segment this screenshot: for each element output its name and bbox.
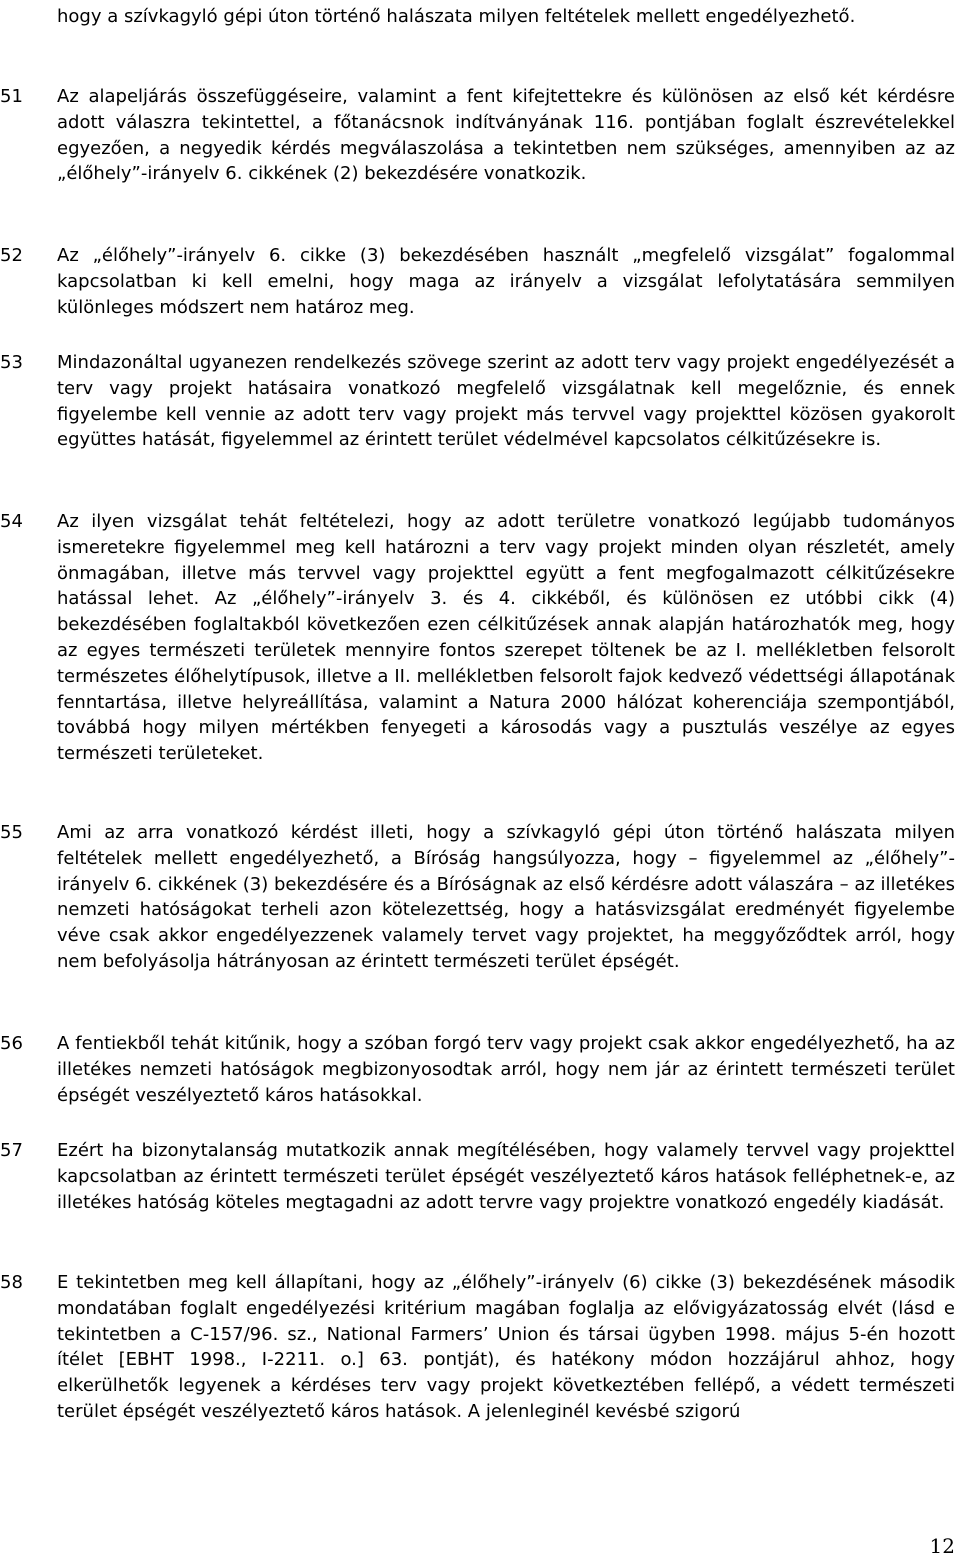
- paragraph-number-55: 55: [0, 822, 23, 843]
- page-number: 12: [929, 1534, 955, 1558]
- paragraph-52: Az „élőhely”-irányelv 6. cikke (3) bekezdésében használt „megfelelő vizsgálat” fogalommal kapcsolatban ki kell emelni, hogy maga az irányelv a vizsgálat lefolytatására semmilyen különleges módszert nem határoz meg.: [57, 245, 955, 318]
- paragraph-number-54: 54: [0, 511, 23, 532]
- paragraph-number-52: 52: [0, 245, 23, 266]
- paragraph-number-56: 56: [0, 1033, 23, 1054]
- paragraph-56: A fentiekből tehát kitűnik, hogy a szóban forgó terv vagy projekt csak akkor engedélyezhető, ha az illetékes nemzeti hatóságok megbizonyosodtak arról, hogy nem jár az érintett természeti terület épségét veszélyeztető káros hatásokkal.: [57, 1033, 955, 1106]
- paragraph-53: Mindazonáltal ugyanezen rendelkezés szövege szerint az adott terv vagy projekt engedélyezését a terv vagy projekt hatásaira vonatkozó megfelelő vizsgálatnak kell megelőznie, és ennek figyelembe kell vennie az adott terv vagy projekt más tervvel vagy projekttel közösen gyakorolt együttes hatását, figyelemmel az érintett terület védelmével kapcsolatos célkitűzésekre is.: [57, 352, 955, 451]
- paragraph-54: Az ilyen vizsgálat tehát feltételezi, hogy az adott területre vonatkozó legújabb tudományos ismeretekre figyelemmel meg kell határozni a terv vagy projekt minden olyan részletét, amely önmagában, illetve más tervvel vagy projekttel együtt a fent megfogalmazott célkitűzésekre hatással lehet. Az „élőhely”-irányelv 3. és 4. cikkéből, és különösen ez utóbbi cikk (4) bekezdésében foglaltakból következően ezen célkitűzések annak alapján határozhatók meg, hogy az egyes természeti területek mennyire fontos szerepet töltenek be az I. mellékletben felsorolt természetes élőhelytípusok, illetve a II. mellékletben felsorolt fajok kedvező védettségi állapotának fenntartása, illetve helyreállítása, valamint a Natura 2000 hálózat koherenciája szempontjából, továbbá hogy milyen mértékben fenyegeti a károsodás vagy a pusztulás veszélye az egyes természeti területeket.: [57, 511, 955, 765]
- paragraph-55: Ami az arra vonatkozó kérdést illeti, hogy a szívkagyló gépi úton történő halászata milyen feltételek mellett engedélyezhető, a Bíróság hangsúlyozza, hogy – figyelemmel az „élőhely”-irányelv 6. cikkének (3) bekezdésére és a Bíróságnak az első kérdésre adott válaszára – az illetékes nemzeti hatóságokat terheli azon kötelezettség, hogy a hatásvizsgálat eredményét figyelembe véve csak akkor engedélyezzenek valamely tervet vagy projektet, ha meggyőződtek arról, hogy nem befolyásolja hátrányosan az érintett természeti terület épségét.: [57, 822, 955, 972]
- paragraph-57: Ezért ha bizonytalanság mutatkozik annak megítélésében, hogy valamely tervvel vagy projekttel kapcsolatban az érintett természeti terület épségét veszélyeztető káros hatások felléphetnek-e, az illetékes hatóság köteles megtagadni az adott tervre vagy projektre vonatkozó engedély kiadását.: [57, 1140, 955, 1213]
- continuation-paragraph: hogy a szívkagyló gépi úton történő halászata milyen feltételek mellett engedélyezhető.: [57, 6, 856, 27]
- paragraph-58: E tekintetben meg kell állapítani, hogy az „élőhely”-irányelv (6) cikke (3) bekezdésének második mondatában foglalt engedélyezési kritérium magában foglalja az elővigyázatosság elvét (lásd e tekintetben a C-157/96. sz., National Farmers’ Union és társai ügyben 1998. május 5-én hozott ítélet [EBHT 1998., I-2211. o.] 63. pontját), és hatékony módon hozzájárul ahhoz, hogy elkerülhetők legyenek a kérdéses terv vagy projekt következtében fellépő, a védett természeti terület épségét veszélyeztető káros hatások. A jelenleginél kevésbé szigorú: [57, 1272, 955, 1422]
- paragraph-number-57: 57: [0, 1140, 23, 1161]
- paragraph-number-58: 58: [0, 1272, 23, 1293]
- paragraph-number-51: 51: [0, 86, 23, 107]
- paragraph-51: Az alapeljárás összefüggéseire, valamint a fent kifejtettekre és különösen az első két kérdésre adott válaszra tekintettel, a főtanácsnok indítványának 116. pontjában foglalt észrevételekkel egyezően, a negyedik kérdés megválaszolása a tekintetben nem szükséges, amennyiben az az „élőhely”-irányelv 6. cikkének (2) bekezdésére vonatkozik.: [57, 86, 955, 185]
- paragraph-number-53: 53: [0, 352, 23, 373]
